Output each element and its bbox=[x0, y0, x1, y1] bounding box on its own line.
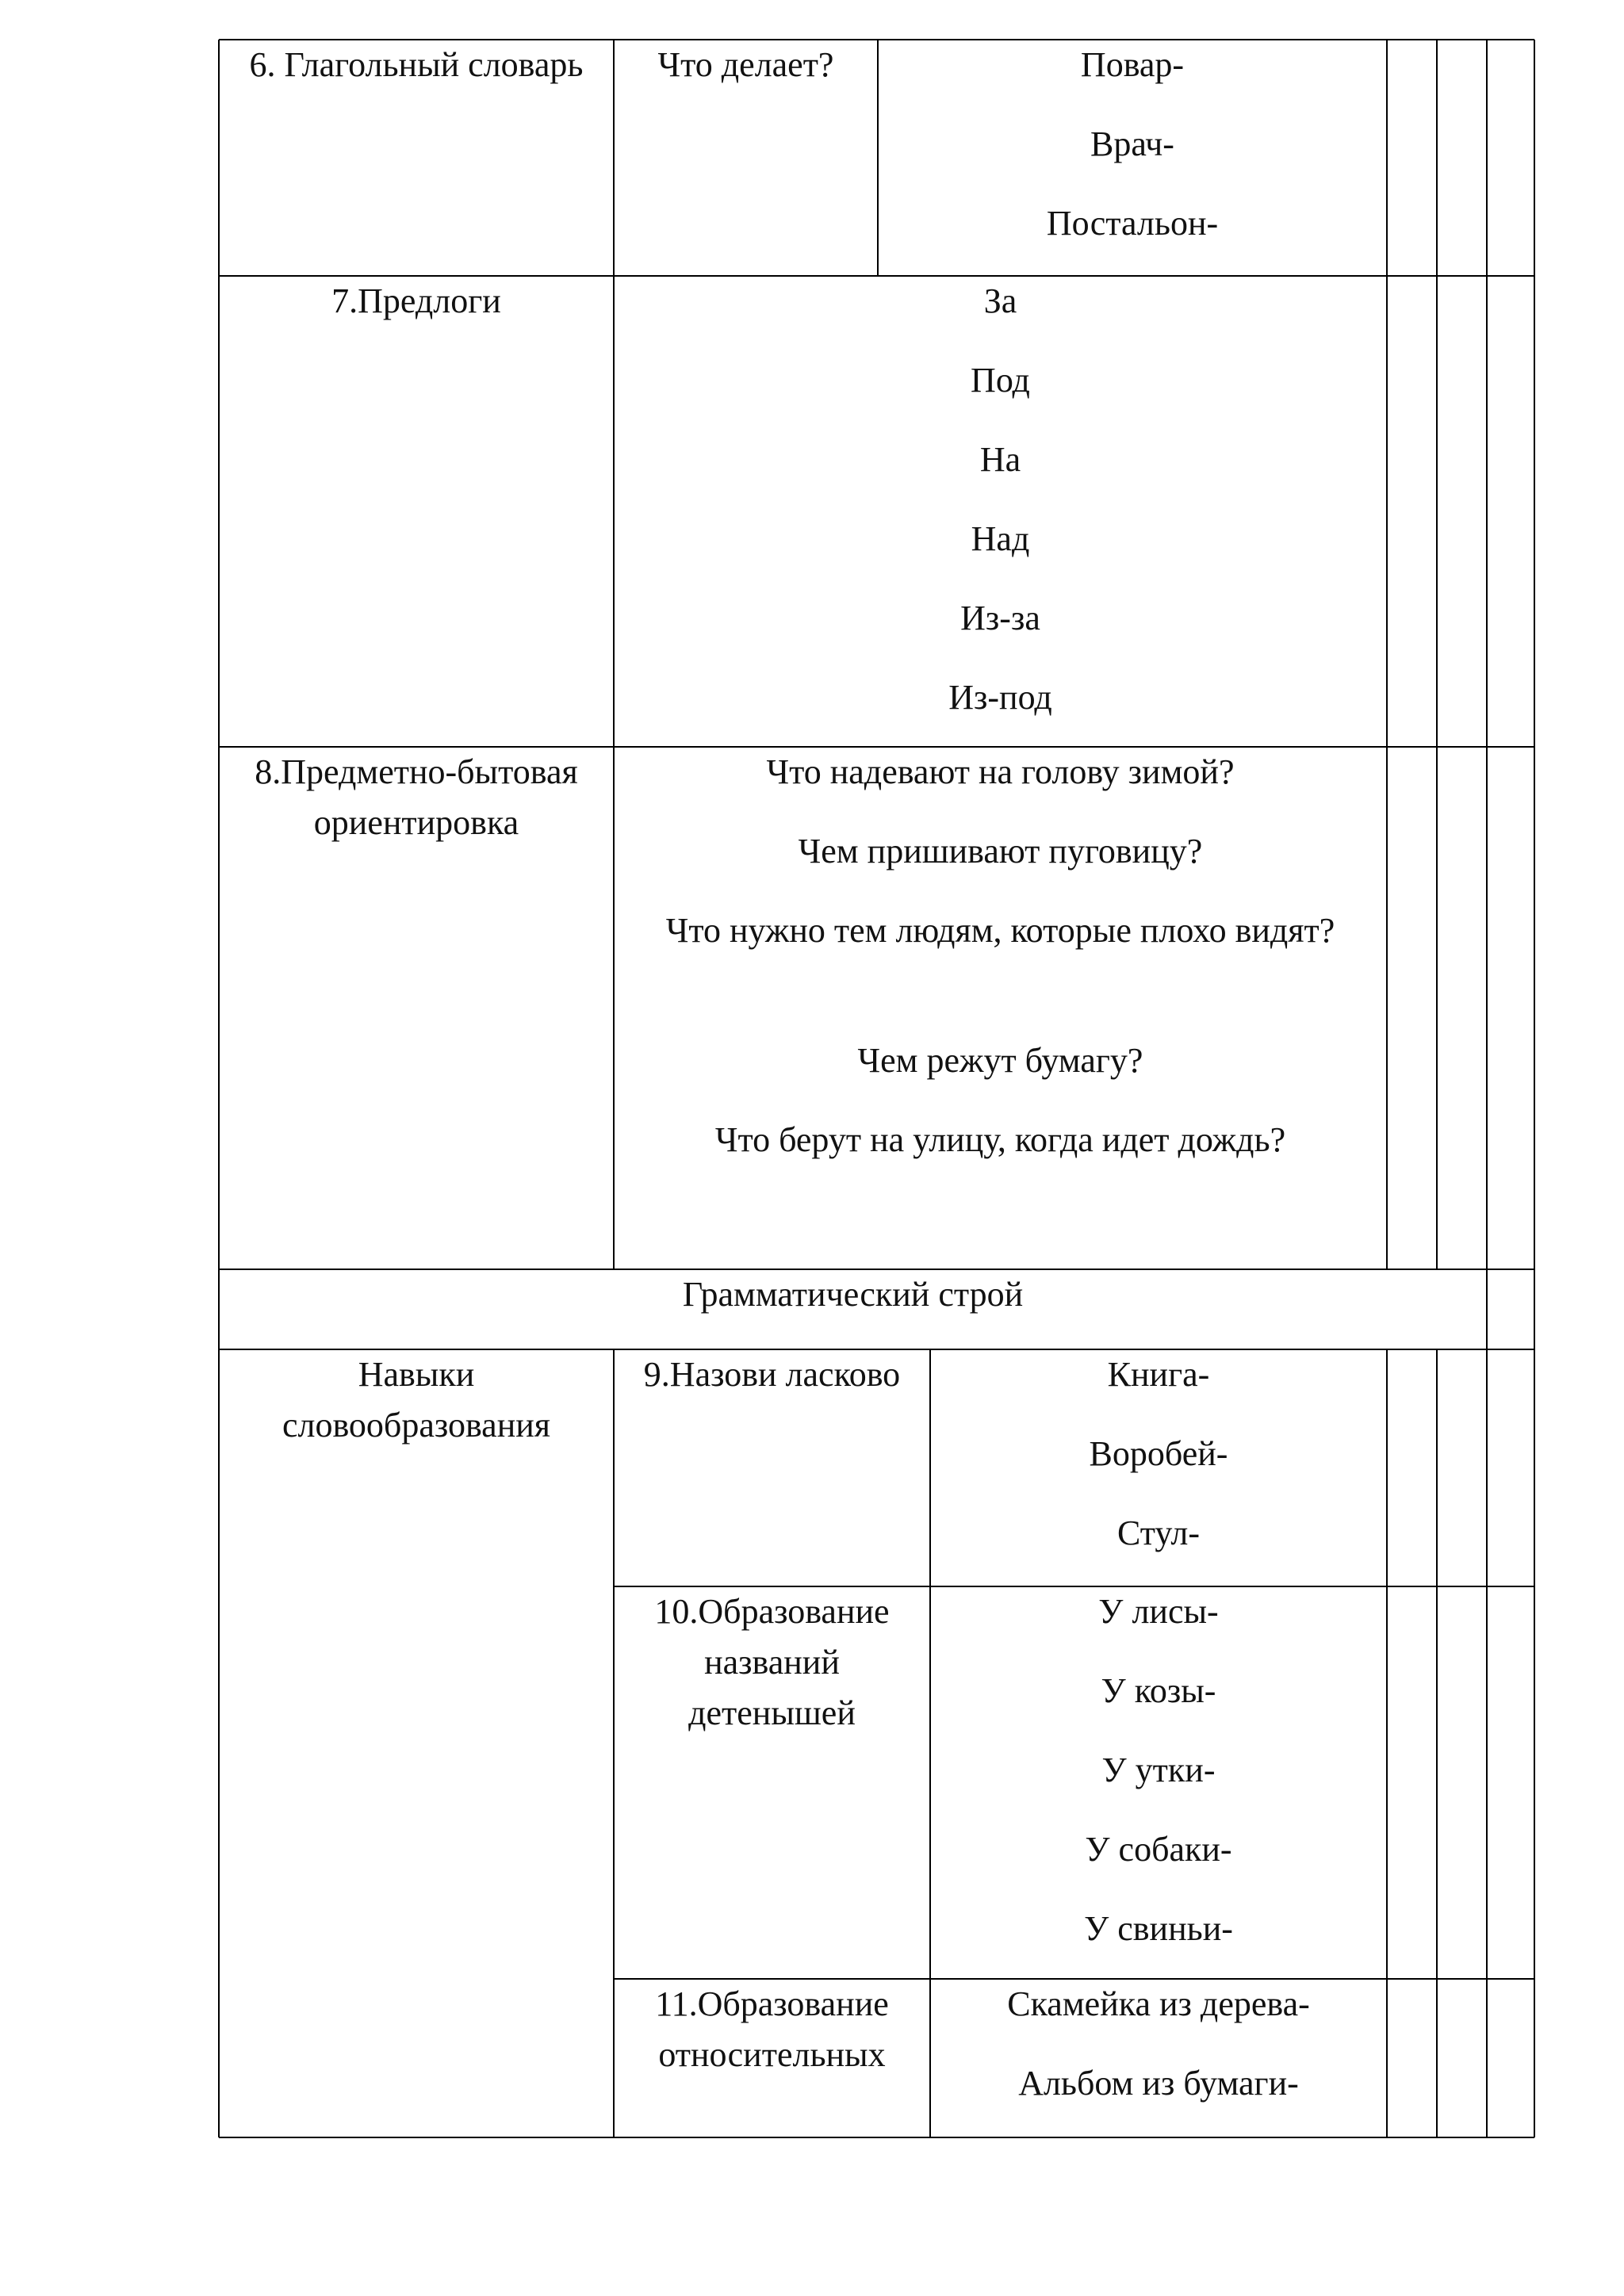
task-title: 9.Назови ласково bbox=[643, 1355, 901, 1394]
word-formation-title: Навыки словообразования bbox=[282, 1355, 551, 1445]
household-orientation-title: 8.Предметно-бытовая ориентировка bbox=[255, 752, 578, 842]
list-item: У утки- bbox=[1101, 1751, 1216, 1789]
list-item: Чем режут бумагу? bbox=[857, 1041, 1143, 1080]
prepositions-title: 7.Предлоги bbox=[331, 281, 501, 320]
list-item: Под bbox=[971, 361, 1030, 400]
list-item: Врач- bbox=[1090, 124, 1174, 163]
list-item: На bbox=[979, 440, 1021, 479]
verb-dictionary-question: Что делает? bbox=[657, 45, 834, 84]
list-item: У козы- bbox=[1101, 1671, 1216, 1710]
task-items bbox=[933, 1979, 1384, 2137]
list-item: Повар- bbox=[1080, 45, 1185, 84]
list-item: Стул- bbox=[1116, 1513, 1201, 1552]
task-items bbox=[933, 1586, 1384, 1983]
list-item: Из-под bbox=[948, 678, 1052, 717]
list-item: Из-за bbox=[960, 599, 1040, 637]
verb-dictionary-title: 6. Глагольный словарь bbox=[249, 45, 584, 84]
prepositions-items bbox=[617, 276, 1384, 752]
list-item: Над bbox=[971, 519, 1030, 558]
section-heading: Грамматический строй bbox=[682, 1275, 1024, 1314]
list-item: У свиньи- bbox=[1084, 1909, 1233, 1948]
verb-dictionary-items bbox=[881, 40, 1384, 277]
list-item: Книга- bbox=[1107, 1355, 1210, 1394]
list-item: Что берут на улицу, когда идет дождь? bbox=[714, 1120, 1286, 1159]
task-items bbox=[933, 1349, 1384, 1587]
list-item: Постальон- bbox=[1046, 204, 1219, 243]
household-orientation-items bbox=[658, 747, 1342, 1194]
list-item: За bbox=[983, 281, 1017, 320]
list-item: У собаки- bbox=[1085, 1830, 1232, 1869]
list-item: У лисы- bbox=[1098, 1592, 1219, 1631]
list-item: Чем пришивают пуговицу? bbox=[798, 832, 1203, 871]
list-item: Воробей- bbox=[1089, 1434, 1228, 1473]
list-item: Скамейка из дерева- bbox=[1007, 1984, 1310, 2023]
task-title: 11.Образование относительных bbox=[655, 1984, 889, 2074]
list-item: Что надевают на голову зимой? bbox=[766, 752, 1235, 791]
list-item: Что нужно тем людям, которые плохо видят? bbox=[665, 911, 1335, 950]
list-item: Альбом из бумаги- bbox=[1018, 2064, 1299, 2103]
task-title: 10.Образование названий детенышей bbox=[654, 1592, 890, 1732]
